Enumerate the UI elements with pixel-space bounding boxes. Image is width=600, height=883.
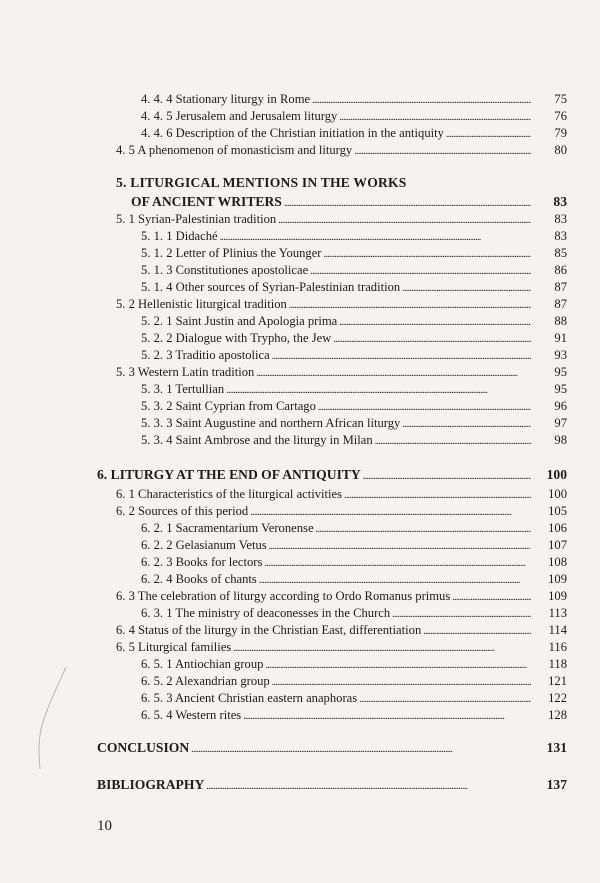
toc-entry [141, 347, 567, 364]
toc-entry-title: 6. 2 Sources of this period [116, 504, 249, 518]
leader-dots [312, 93, 531, 109]
leader-dots [423, 624, 531, 640]
toc-entry [141, 520, 567, 537]
toc-entry-page: 108 [548, 555, 567, 569]
toc-entry [141, 571, 567, 588]
toc-entry-title: 5. 3 Western Latin tradition [116, 365, 255, 379]
leader-dots [264, 556, 531, 572]
chapter-5-heading-line1: 5. LITURGICAL MENTIONS IN THE WORKS [116, 175, 407, 190]
conclusion-title: CONCLUSION [97, 740, 190, 755]
bibliography-entry [97, 777, 567, 794]
toc-entry-page: 98 [554, 433, 567, 447]
leader-dots [226, 383, 531, 399]
toc-entry-title: 4. 5 A phenomenon of monasticism and liturgy [116, 143, 353, 157]
leader-dots [339, 315, 531, 331]
leader-dots [256, 366, 531, 382]
toc-entry [141, 262, 567, 279]
toc-entry [141, 537, 567, 554]
leader-dots [363, 469, 531, 485]
chapter-6-heading: 6. LITURGY AT THE END OF ANTIQUITY [97, 467, 361, 482]
toc-entry-title: 6. 5 Liturgical families [116, 640, 232, 654]
toc-entry-title: 6. 5. 2 Alexandrian group [141, 674, 270, 688]
toc-entry-page: 118 [548, 657, 567, 671]
leader-dots [269, 539, 531, 555]
leader-dots [206, 779, 531, 795]
toc-entry [141, 690, 567, 707]
toc-entry-page: 97 [554, 416, 567, 430]
toc-entry-title: 4. 4. 4 Stationary liturgy in Rome [141, 92, 311, 106]
toc-entry-title: 6. 5. 4 Western rites [141, 708, 242, 722]
toc-entry [116, 486, 567, 503]
toc-entry-page: 121 [548, 674, 567, 688]
chapter-6-page: 100 [546, 467, 567, 482]
toc-entry-title: 6. 1 Characteristics of the liturgical activities [116, 487, 343, 501]
leader-dots [446, 127, 531, 143]
leader-dots [392, 607, 531, 623]
toc-entry-page: 91 [554, 331, 567, 345]
chapter-5-heading-line2: OF ANCIENT WRITERS [131, 194, 282, 209]
toc-entry-page: 95 [554, 382, 567, 396]
leader-dots [220, 230, 531, 246]
toc-entry-page: 109 [548, 572, 567, 586]
toc-entry-page: 79 [554, 126, 567, 140]
toc-entry-page: 83 [554, 212, 567, 226]
toc-entry-page: 96 [554, 399, 567, 413]
toc-entry-title: 6. 2. 1 Sacramentarium Veronense [141, 521, 314, 535]
toc-entry-title: 4. 4. 5 Jerusalem and Jerusalem liturgy [141, 109, 338, 123]
bibliography-title: BIBLIOGRAPHY [97, 777, 205, 792]
toc-entry-title: 6. 5. 3 Ancient Christian eastern anaphoras [141, 691, 358, 705]
toc-entry-title: 5. 1. 3 Constitutiones apostolicae [141, 263, 309, 277]
toc-entry-page: 106 [548, 521, 567, 535]
toc-entry-title: 5. 3. 1 Tertullian [141, 382, 225, 396]
toc-entry-title: 5. 1. 1 Didaché [141, 229, 218, 243]
toc-entry-title: 5. 2. 3 Traditio apostolica [141, 348, 270, 362]
page-number: 10 [97, 818, 112, 834]
toc-entry-title: 5. 3. 4 Saint Ambrose and the liturgy in Milan [141, 433, 373, 447]
toc-entry-page: 95 [554, 365, 567, 379]
toc-entry [141, 91, 567, 108]
toc-entry-page: 86 [554, 263, 567, 277]
leader-dots [324, 247, 532, 263]
toc-entry-page: 109 [548, 589, 567, 603]
leader-dots [265, 658, 531, 674]
toc-entry [116, 639, 567, 656]
toc-entry [141, 605, 567, 622]
toc-entry [141, 228, 567, 245]
toc-entry [116, 142, 567, 159]
toc-entry [116, 622, 567, 639]
toc-entry [141, 398, 567, 415]
toc-entry [116, 588, 567, 605]
toc-entry-title: 6. 2. 2 Gelasianum Vetus [141, 538, 267, 552]
pencil-mark [30, 665, 70, 775]
leader-dots [284, 196, 531, 212]
chapter-5-page: 83 [553, 194, 567, 209]
leader-dots [402, 281, 531, 297]
leader-dots [316, 522, 531, 538]
leader-dots [272, 675, 531, 691]
leader-dots [359, 692, 531, 708]
toc-entry [141, 381, 567, 398]
toc-entry [141, 279, 567, 296]
toc-entry-page: 76 [554, 109, 567, 123]
leader-dots [318, 400, 531, 416]
leader-dots [452, 590, 531, 606]
leader-dots [259, 573, 531, 589]
toc-entry-page: 128 [548, 708, 567, 722]
leader-dots [250, 505, 531, 521]
toc-entry-page: 87 [554, 297, 567, 311]
toc-entry-title: 6. 3. 1 The ministry of deaconesses in the Church [141, 606, 391, 620]
bibliography-page: 137 [546, 777, 567, 792]
toc-entry [141, 554, 567, 571]
conclusion-entry [97, 740, 567, 757]
leader-dots [354, 144, 531, 160]
toc-entry [141, 432, 567, 449]
chapter-6-heading-entry [97, 467, 567, 484]
leader-dots [272, 349, 531, 365]
toc-entry-title: 6. 2. 3 Books for lectors [141, 555, 263, 569]
leader-dots [344, 488, 531, 504]
toc-entry-title: 5. 3. 3 Saint Augustine and northern African liturgy [141, 416, 401, 430]
toc-entry-page: 100 [548, 487, 567, 501]
toc-entry-page: 107 [548, 538, 567, 552]
toc-entry-title: 5. 2. 1 Saint Justin and Apologia prima [141, 314, 338, 328]
chapter-5-heading-entry [131, 194, 567, 211]
toc-entry-page: 122 [548, 691, 567, 705]
toc-entry-title: 5. 1. 4 Other sources of Syrian-Palestinian tradition [141, 280, 401, 294]
toc-entry [116, 503, 567, 520]
leader-dots [243, 709, 531, 725]
toc-entry-title: 6. 2. 4 Books of chants [141, 572, 257, 586]
toc-entry-title: 6. 5. 1 Antiochian group [141, 657, 264, 671]
leader-dots [333, 332, 531, 348]
toc-entry-page: 116 [548, 640, 567, 654]
leader-dots [278, 213, 531, 229]
toc-entry-page: 88 [554, 314, 567, 328]
toc-entry-title: 5. 2. 2 Dialogue with Trypho, the Jew [141, 331, 332, 345]
conclusion-page: 131 [546, 740, 567, 755]
toc-entry-title: 5. 3. 2 Saint Cyprian from Cartago [141, 399, 316, 413]
toc-entry-page: 80 [554, 143, 567, 157]
toc-entry-page: 93 [554, 348, 567, 362]
toc-entry [116, 364, 567, 381]
toc-entry-page: 105 [548, 504, 567, 518]
toc-entry [141, 707, 567, 724]
toc-entry-title: 4. 4. 6 Description of the Christian initiation in the antiquity [141, 126, 444, 140]
leader-dots [233, 641, 531, 657]
toc-entry [116, 296, 567, 313]
toc-entry [141, 245, 567, 262]
toc-entry-page: 85 [554, 246, 567, 260]
toc-entry [116, 211, 567, 228]
leader-dots [191, 742, 531, 758]
toc-entry [141, 415, 567, 432]
toc-entry-page: 87 [554, 280, 567, 294]
toc-entry-title: 6. 4 Status of the liturgy in the Christian East, differentiation [116, 623, 422, 637]
toc-entry-page: 114 [548, 623, 567, 637]
toc-entry [141, 656, 567, 673]
leader-dots [402, 417, 531, 433]
leader-dots [375, 434, 531, 450]
leader-dots [310, 264, 531, 280]
toc-entry-page: 75 [554, 92, 567, 106]
toc-entry-title: 5. 2 Hellenistic liturgical tradition [116, 297, 287, 311]
toc-entry [141, 313, 567, 330]
toc-entry [141, 125, 567, 142]
toc-entry [141, 108, 567, 125]
toc-entry-page: 83 [554, 229, 567, 243]
toc-entry [141, 330, 567, 347]
toc-entry-page: 113 [548, 606, 567, 620]
toc-entry-title: 5. 1 Syrian-Palestinian tradition [116, 212, 277, 226]
leader-dots [289, 298, 531, 314]
toc-entry-title: 6. 3 The celebration of liturgy according to Ordo Romanus primus [116, 589, 451, 603]
toc-entry-title: 5. 1. 2 Letter of Plinius the Younger [141, 246, 322, 260]
toc-entry [141, 673, 567, 690]
leader-dots [339, 110, 531, 126]
